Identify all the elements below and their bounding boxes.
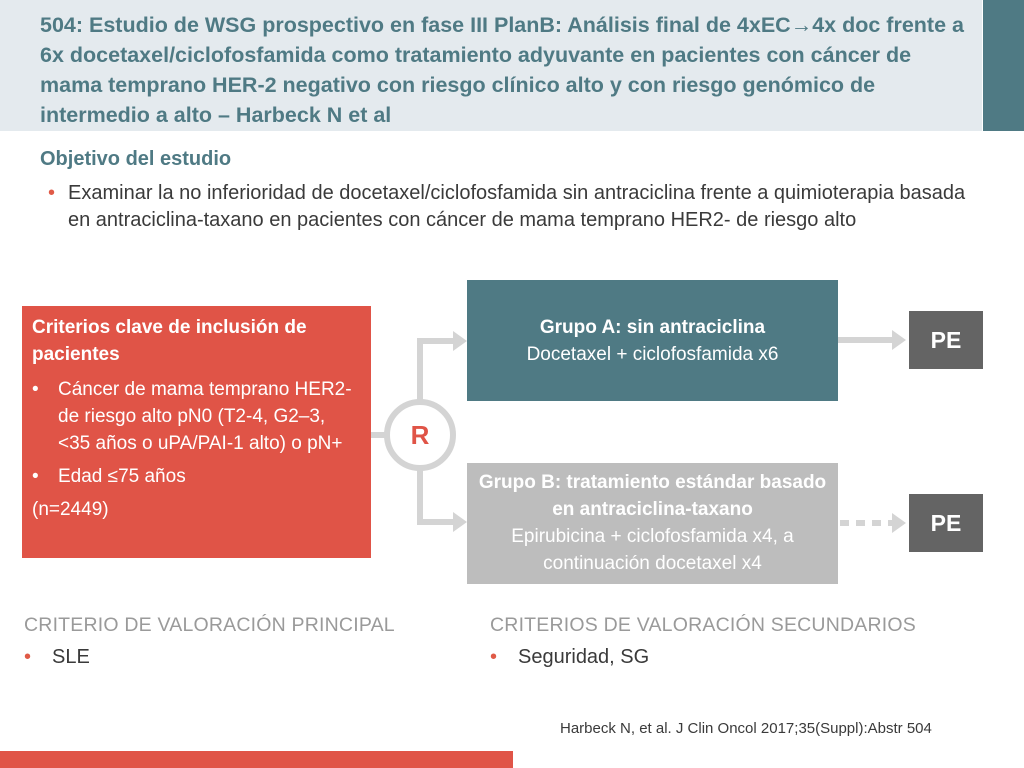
bullet-icon: •: [490, 646, 498, 668]
primary-endpoint-text: SLE: [52, 646, 90, 668]
footer-accent-bar: [0, 751, 513, 768]
objective-heading: Objetivo del estudio: [40, 148, 232, 170]
group-b-regimen: Epirubicina + ciclofosfamida x4, a continuación docetaxel x4: [511, 526, 794, 574]
primary-endpoint-item: [24, 646, 90, 669]
group-a-endpoint-box: PE: [909, 311, 983, 369]
sample-size: (n=2449): [32, 499, 109, 520]
bullet-icon: •: [32, 466, 39, 487]
criteria-item-text: Cáncer de mama temprano HER2- de riesgo alto pN0 (T2-4, G2–3, <35 años o uPA/PAI-1 alto) o pN+: [58, 379, 352, 454]
secondary-endpoints-heading: CRITERIOS DE VALORACIÓN SECUNDARIOS: [490, 614, 916, 636]
group-b-box: [467, 463, 838, 584]
secondary-endpoints-item: [490, 646, 649, 669]
criteria-list: [32, 376, 361, 490]
criteria-item-text: Edad ≤75 años: [58, 466, 186, 487]
arrow-to-pe-a-icon: [892, 330, 906, 350]
arrow-to-group-b-icon: [453, 512, 467, 532]
criteria-item: [32, 376, 361, 457]
arrow-to-group-a-icon: [453, 331, 467, 351]
secondary-endpoints-text: Seguridad, SG: [518, 646, 650, 668]
citation: Harbeck N, et al. J Clin Oncol 2017;35(Suppl):Abstr 504: [560, 720, 932, 737]
randomization-label: R: [410, 419, 430, 450]
primary-endpoint-heading: CRITERIO DE VALORACIÓN PRINCIPAL: [24, 614, 395, 636]
arrow-to-pe-b-icon: [892, 513, 906, 533]
group-a-box: [467, 280, 838, 401]
inclusion-criteria-box: [22, 306, 371, 558]
bullet-icon: •: [32, 379, 39, 400]
group-a-title: Grupo A: sin antraciclina: [539, 317, 766, 338]
group-b-title: Grupo B: tratamiento estándar basado en antraciclina-taxano: [478, 472, 827, 520]
criteria-item: [32, 463, 361, 490]
bullet-icon: •: [48, 182, 56, 204]
criteria-title: Criterios clave de inclusión de pacientes: [32, 317, 307, 365]
slide-title: 504: Estudio de WSG prospectivo en fase III PlanB: Análisis final de 4xEC→4x doc frente a 6x docetaxel/ciclofosfamida como tratamiento adyuvante en pacientes con cáncer de mama temprano HER-2 negativo con riesgo clínico alto y con riesgo genómico de intermedio a alto – Harbeck N et al: [40, 13, 964, 127]
objective-item-text: Examinar la no inferioridad de docetaxel/ciclofosfamida sin antraciclina frente a quimioterapia basada en antraciclina-taxano en pacientes con cáncer de mama temprano HER2- de riesgo alto: [68, 182, 966, 231]
bullet-icon: •: [24, 646, 32, 668]
group-b-endpoint-box: PE: [909, 494, 983, 552]
group-a-regimen: Docetaxel + ciclofosfamida x6: [526, 344, 779, 365]
